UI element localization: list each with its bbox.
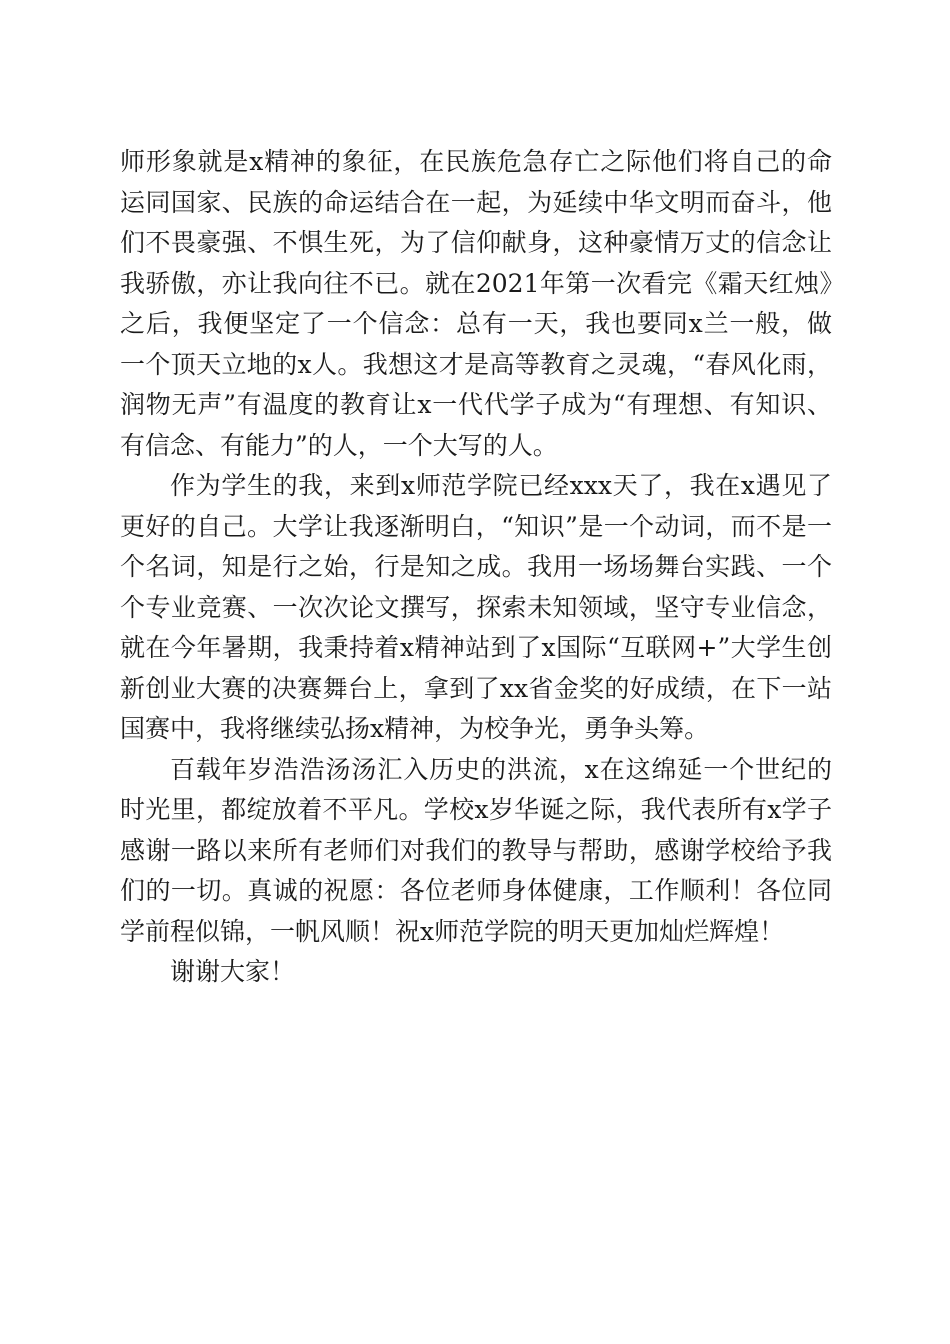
paragraph-continuation: 师形象就是x精神的象征，在民族危急存亡之际他们将自己的命运同国家、民族的命运结合在一起，为延续中华文明而奋斗，他们不畏豪强、不惧生死，为了信仰献身，这种豪情万丈的信念让我骄傲，亦让我向往不已。就在2021年第一次看完《霜天红烛》之后，我便坚定了一个信念：总有一天，我也要同x兰一般，做一个顶天立地的x人。我想这才是高等教育之灵魂，“春风化雨，润物无声”有温度的教育让x一代代学子成为“有理想、有知识、有信念、有能力”的人，一个大写的人。 [120, 147, 832, 460]
paragraph-anniversary-wishes: 百载年岁浩浩汤汤汇入历史的洪流，x在这绵延一个世纪的时光里，都绽放着不平凡。学校x岁华诞之际，我代表所有x学子感谢一路以来所有老师们对我们的教导与帮助，感谢学校给予我们的一切。真诚的祝愿：各位老师身体健康，工作顺利！各位同学前程似锦，一帆风顺！祝x师范学院的明天更加灿烂辉煌！ [120, 754, 832, 946]
paragraph-closing: 谢谢大家！ [170, 957, 296, 986]
speech-body [120, 142, 832, 993]
paragraph-student-growth: 作为学生的我，来到x师范学院已经xxx天了，我在x遇见了更好的自己。大学让我逐渐明白，“知识”是一个动词，而不是一个名词，知是行之始，行是知之成。我用一场场舞台实践、一个个专业竞赛、一次次论文撰写，探索未知领域，坚守专业信念，就在今年暑期，我秉持着x精神站到了x国际“互联网+”大学生创新创业大赛的决赛舞台上，拿到了xx省金奖的好成绩，在下一站国赛中，我将继续弘扬x精神，为校争光，勇争头筹。 [120, 471, 832, 743]
